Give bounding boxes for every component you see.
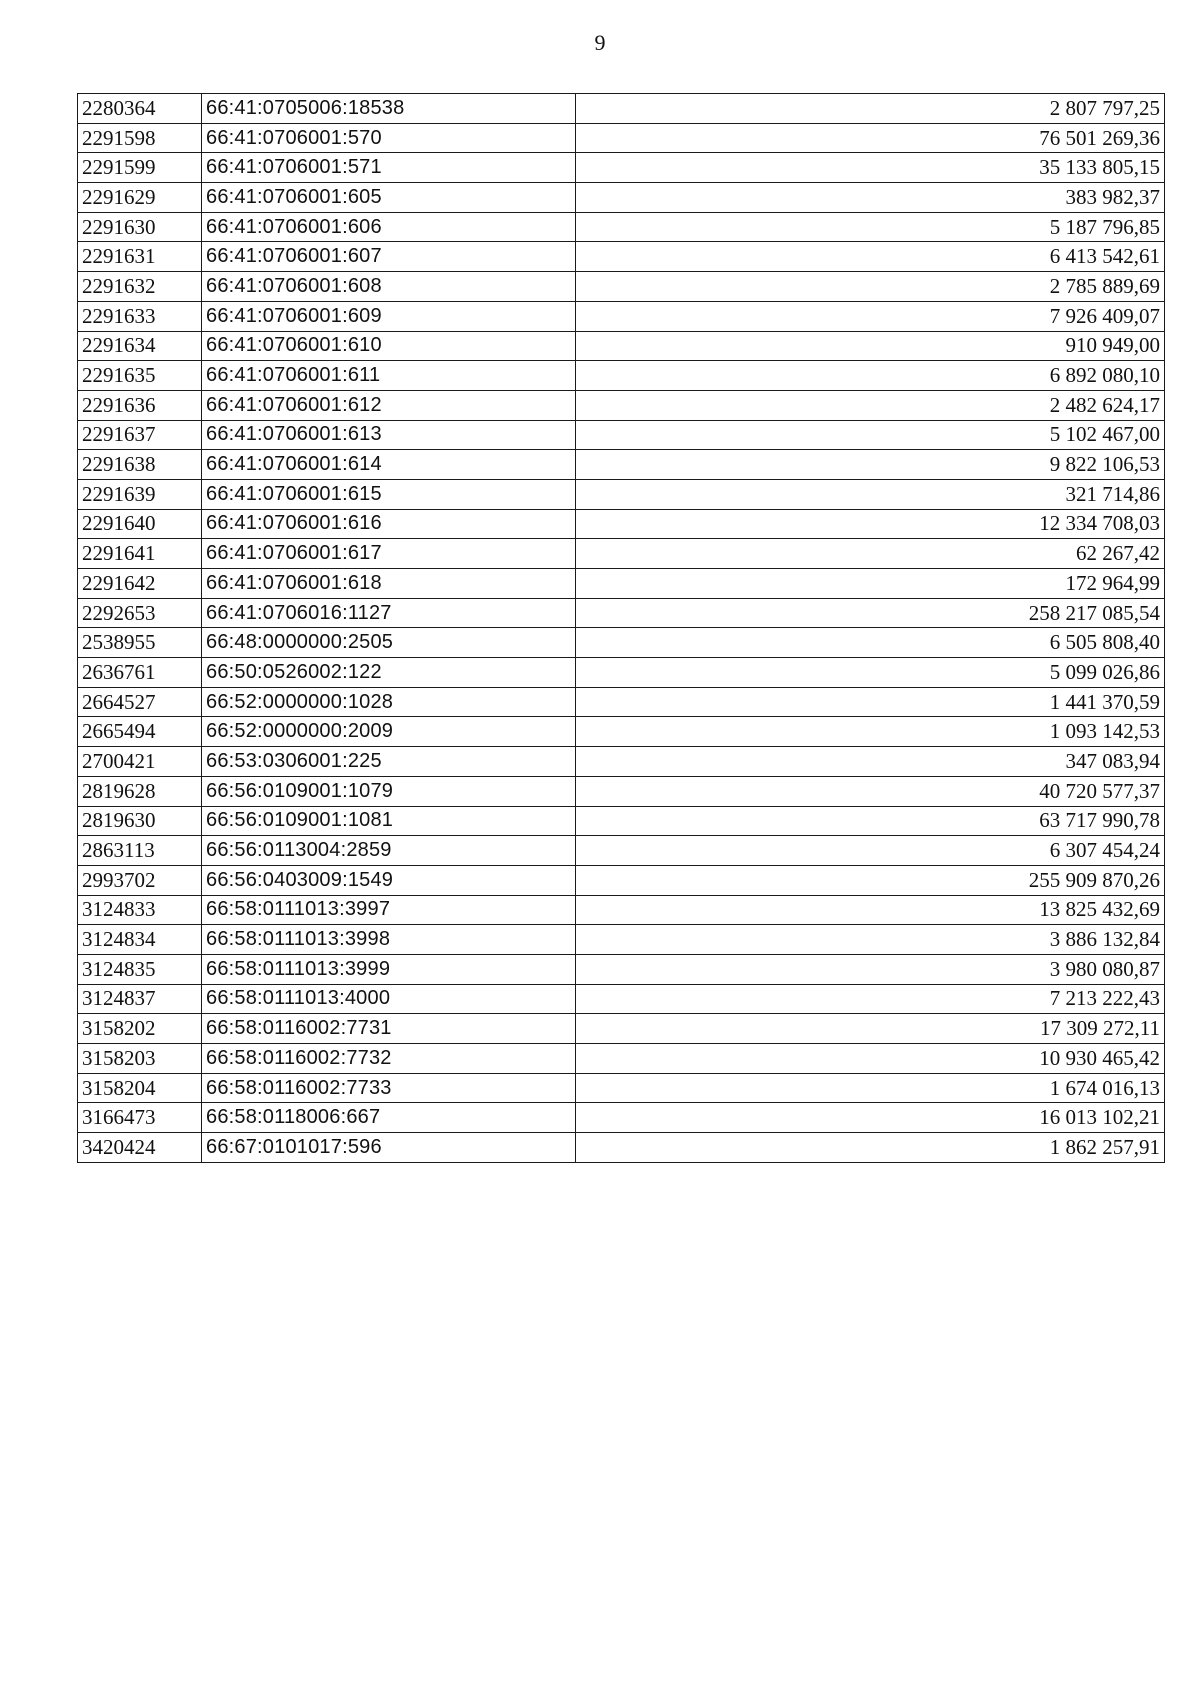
object-id-cell: 2291635: [78, 361, 202, 391]
table-row: [78, 658, 1165, 688]
object-id-cell: 2291642: [78, 569, 202, 599]
cadastral-value-cell: 6 892 080,10: [576, 361, 1165, 391]
cadastral-value-cell: 2 785 889,69: [576, 272, 1165, 302]
object-id-cell: 3158204: [78, 1073, 202, 1103]
cadastral-value-cell: 9 822 106,53: [576, 450, 1165, 480]
object-id-cell: 2291634: [78, 331, 202, 361]
cadastral-value-cell: 258 217 085,54: [576, 598, 1165, 628]
cadastral-value-cell: 1 862 257,91: [576, 1133, 1165, 1163]
cadastral-value-cell: 347 083,94: [576, 747, 1165, 777]
cadastral-value-cell: 1 441 370,59: [576, 687, 1165, 717]
cadastral-value-cell: 6 413 542,61: [576, 242, 1165, 272]
object-id-cell: 2700421: [78, 747, 202, 777]
cadastral-value-cell: 6 307 454,24: [576, 836, 1165, 866]
object-id-cell: 2291632: [78, 272, 202, 302]
cadastral-number-cell: 66:41:0706001:612: [202, 390, 576, 420]
table-row: [78, 687, 1165, 717]
cadastral-number-cell: 66:41:0706001:608: [202, 272, 576, 302]
cadastral-number-cell: 66:52:0000000:1028: [202, 687, 576, 717]
object-id-cell: 3158202: [78, 1014, 202, 1044]
table-row: [78, 390, 1165, 420]
object-id-cell: 3166473: [78, 1103, 202, 1133]
cadastral-number-cell: 66:50:0526002:122: [202, 658, 576, 688]
cadastral-number-cell: 66:58:0111013:4000: [202, 984, 576, 1014]
cadastral-number-cell: 66:56:0403009:1549: [202, 865, 576, 895]
table-row: [78, 539, 1165, 569]
object-id-cell: 2291629: [78, 183, 202, 213]
table-row: [78, 1133, 1165, 1163]
cadastral-value-cell: 910 949,00: [576, 331, 1165, 361]
table-row: [78, 212, 1165, 242]
table-row: [78, 865, 1165, 895]
cadastral-number-cell: 66:41:0706001:610: [202, 331, 576, 361]
cadastral-value-cell: 5 187 796,85: [576, 212, 1165, 242]
cadastral-number-cell: 66:41:0706001:571: [202, 153, 576, 183]
cadastral-value-cell: 172 964,99: [576, 569, 1165, 599]
cadastral-value-cell: 63 717 990,78: [576, 806, 1165, 836]
object-id-cell: 2664527: [78, 687, 202, 717]
table-row: [78, 420, 1165, 450]
cadastral-number-cell: 66:56:0113004:2859: [202, 836, 576, 866]
cadastral-number-cell: 66:41:0706001:606: [202, 212, 576, 242]
cadastral-number-cell: 66:56:0109001:1079: [202, 776, 576, 806]
cadastral-number-cell: 66:58:0116002:7732: [202, 1044, 576, 1074]
object-id-cell: 3420424: [78, 1133, 202, 1163]
table-row: [78, 569, 1165, 599]
table-row: [78, 361, 1165, 391]
cadastral-value-cell: 2 482 624,17: [576, 390, 1165, 420]
page-number: 9: [594, 30, 606, 55]
object-id-cell: 2863113: [78, 836, 202, 866]
table-row: [78, 628, 1165, 658]
table-row: [78, 747, 1165, 777]
cadastral-value-cell: 40 720 577,37: [576, 776, 1165, 806]
cadastral-number-cell: 66:41:0706001:613: [202, 420, 576, 450]
cadastral-number-cell: 66:67:0101017:596: [202, 1133, 576, 1163]
table-row: [78, 717, 1165, 747]
cadastral-value-cell: 3 886 132,84: [576, 925, 1165, 955]
cadastral-value-cell: 7 926 409,07: [576, 301, 1165, 331]
cadastral-number-cell: 66:48:0000000:2505: [202, 628, 576, 658]
cadastral-value-cell: 1 093 142,53: [576, 717, 1165, 747]
cadastral-number-cell: 66:58:0118006:667: [202, 1103, 576, 1133]
table-row: [78, 836, 1165, 866]
cadastral-number-cell: 66:41:0706001:570: [202, 123, 576, 153]
cadastral-number-cell: 66:41:0706001:609: [202, 301, 576, 331]
cadastral-value-table: [77, 93, 1165, 1163]
cadastral-value-cell: 1 674 016,13: [576, 1073, 1165, 1103]
cadastral-value-cell: 16 013 102,21: [576, 1103, 1165, 1133]
object-id-cell: 2665494: [78, 717, 202, 747]
table-row: [78, 509, 1165, 539]
cadastral-value-cell: 3 980 080,87: [576, 954, 1165, 984]
object-id-cell: 2819628: [78, 776, 202, 806]
cadastral-number-cell: 66:58:0111013:3998: [202, 925, 576, 955]
table-row: [78, 479, 1165, 509]
cadastral-number-cell: 66:58:0116002:7731: [202, 1014, 576, 1044]
cadastral-value-cell: 13 825 432,69: [576, 895, 1165, 925]
cadastral-value-cell: 10 930 465,42: [576, 1044, 1165, 1074]
object-id-cell: 2291638: [78, 450, 202, 480]
cadastral-value-cell: 35 133 805,15: [576, 153, 1165, 183]
cadastral-value-cell: 76 501 269,36: [576, 123, 1165, 153]
table-row: [78, 806, 1165, 836]
object-id-cell: 2636761: [78, 658, 202, 688]
table-row: [78, 272, 1165, 302]
table-row: [78, 776, 1165, 806]
cadastral-number-cell: 66:41:0706001:607: [202, 242, 576, 272]
cadastral-number-cell: 66:41:0705006:18538: [202, 94, 576, 124]
object-id-cell: 2291641: [78, 539, 202, 569]
object-id-cell: 3158203: [78, 1044, 202, 1074]
table-row: [78, 895, 1165, 925]
object-id-cell: 2291640: [78, 509, 202, 539]
cadastral-value-cell: 6 505 808,40: [576, 628, 1165, 658]
cadastral-number-cell: 66:53:0306001:225: [202, 747, 576, 777]
object-id-cell: 2291599: [78, 153, 202, 183]
table-row: [78, 450, 1165, 480]
table-row: [78, 331, 1165, 361]
table-row: [78, 1103, 1165, 1133]
table-row: [78, 954, 1165, 984]
object-id-cell: 2291639: [78, 479, 202, 509]
table-row: [78, 925, 1165, 955]
table-row: [78, 1014, 1165, 1044]
cadastral-number-cell: 66:58:0116002:7733: [202, 1073, 576, 1103]
cadastral-number-cell: 66:41:0706016:1127: [202, 598, 576, 628]
object-id-cell: 2291598: [78, 123, 202, 153]
cadastral-value-cell: 12 334 708,03: [576, 509, 1165, 539]
cadastral-number-cell: 66:41:0706001:614: [202, 450, 576, 480]
cadastral-number-cell: 66:41:0706001:605: [202, 183, 576, 213]
object-id-cell: 2291637: [78, 420, 202, 450]
cadastral-value-cell: 17 309 272,11: [576, 1014, 1165, 1044]
cadastral-number-cell: 66:56:0109001:1081: [202, 806, 576, 836]
object-id-cell: 3124833: [78, 895, 202, 925]
table-row: [78, 242, 1165, 272]
object-id-cell: 2280364: [78, 94, 202, 124]
cadastral-value-cell: 7 213 222,43: [576, 984, 1165, 1014]
table-row: [78, 94, 1165, 124]
cadastral-number-cell: 66:52:0000000:2009: [202, 717, 576, 747]
object-id-cell: 3124837: [78, 984, 202, 1014]
cadastral-number-cell: 66:58:0111013:3999: [202, 954, 576, 984]
cadastral-number-cell: 66:41:0706001:616: [202, 509, 576, 539]
object-id-cell: 2292653: [78, 598, 202, 628]
cadastral-number-cell: 66:41:0706001:617: [202, 539, 576, 569]
object-id-cell: 2538955: [78, 628, 202, 658]
cadastral-value-cell: 383 982,37: [576, 183, 1165, 213]
cadastral-value-cell: 2 807 797,25: [576, 94, 1165, 124]
object-id-cell: 3124835: [78, 954, 202, 984]
cadastral-number-cell: 66:41:0706001:611: [202, 361, 576, 391]
table-row: [78, 1044, 1165, 1074]
object-id-cell: 2291631: [78, 242, 202, 272]
table-row: [78, 598, 1165, 628]
table-row: [78, 183, 1165, 213]
table-row: [78, 301, 1165, 331]
table-body: [78, 94, 1165, 1163]
object-id-cell: 2819630: [78, 806, 202, 836]
cadastral-number-cell: 66:41:0706001:615: [202, 479, 576, 509]
cadastral-value-cell: 5 099 026,86: [576, 658, 1165, 688]
cadastral-value-cell: 5 102 467,00: [576, 420, 1165, 450]
object-id-cell: 2993702: [78, 865, 202, 895]
cadastral-number-cell: 66:41:0706001:618: [202, 569, 576, 599]
table-row: [78, 153, 1165, 183]
object-id-cell: 3124834: [78, 925, 202, 955]
cadastral-number-cell: 66:58:0111013:3997: [202, 895, 576, 925]
object-id-cell: 2291630: [78, 212, 202, 242]
cadastral-value-cell: 321 714,86: [576, 479, 1165, 509]
table-row: [78, 1073, 1165, 1103]
table-row: [78, 984, 1165, 1014]
cadastral-value-cell: 62 267,42: [576, 539, 1165, 569]
cadastral-value-cell: 255 909 870,26: [576, 865, 1165, 895]
object-id-cell: 2291636: [78, 390, 202, 420]
object-id-cell: 2291633: [78, 301, 202, 331]
table-row: [78, 123, 1165, 153]
